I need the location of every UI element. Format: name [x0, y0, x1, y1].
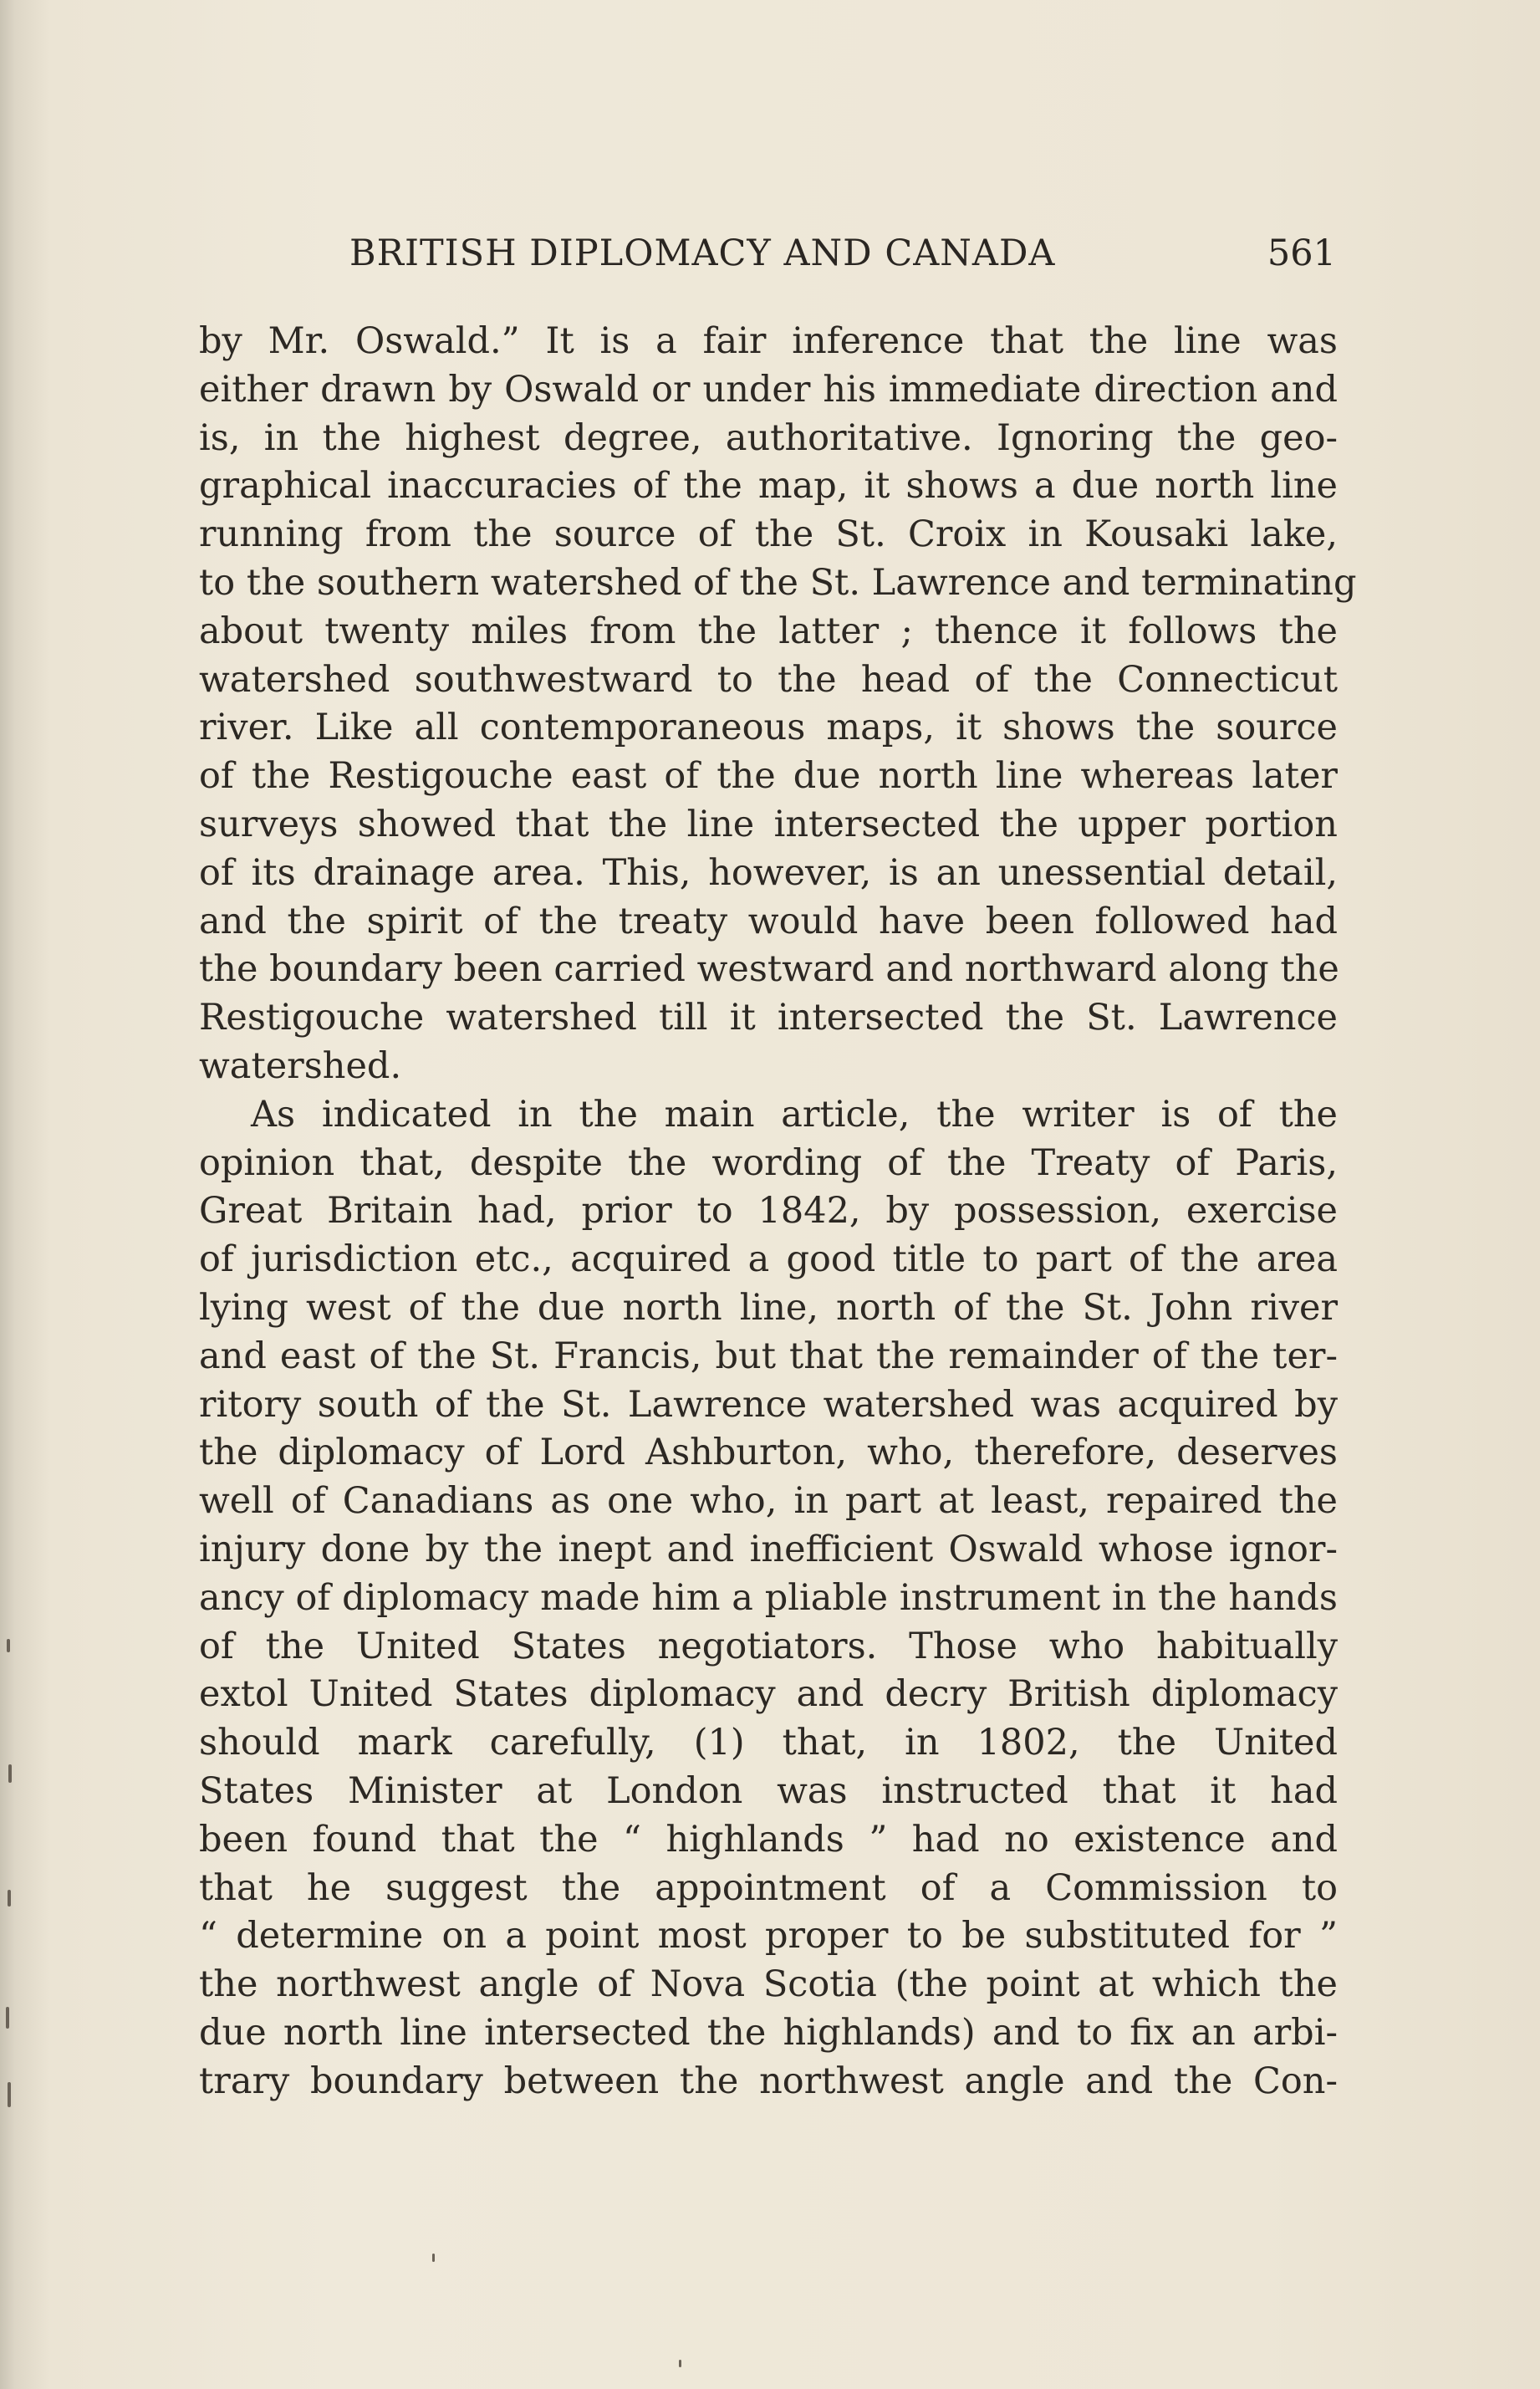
paper-speck [8, 1764, 12, 1783]
text-line: Restigouche watershed till it intersected the St. Lawrence [199, 997, 1338, 1039]
text-line: surveys showed that the line intersected the upper portion [199, 803, 1338, 845]
text-line: due north line intersected the highlands) and to fix an arbi- [199, 2011, 1338, 2054]
body-text [199, 318, 1357, 2106]
text-line: extol United States diplomacy and decry British diplomacy [199, 1673, 1338, 1716]
text-line: watershed southwestward to the head of the Connecticut [199, 658, 1338, 701]
text-line: should mark carefully, (1) that, in 1802, the United [199, 1722, 1338, 1764]
text-line: of jurisdiction etc., acquired a good title to part of the area [199, 1238, 1338, 1281]
text-line: ancy of diplomacy made him a pliable instrument in the hands [199, 1576, 1338, 1619]
text-line: been found that the “ highlands ” had no existence and [199, 1818, 1338, 1861]
text-line: about twenty miles from the latter ; thence it follows the [199, 610, 1338, 652]
text-line: by Mr. Oswald.” It is a fair inference that the line was [199, 320, 1338, 362]
text-line: well of Canadians as one who, in part at least, repaired the [199, 1480, 1338, 1523]
text-line: lying west of the due north line, north of the St. John river [199, 1286, 1338, 1329]
text-line: trary boundary between the northwest angle and the Con- [199, 2060, 1338, 2102]
text-line: opinion that, despite the wording of the Treaty of Paris, [199, 1141, 1338, 1184]
text-line: States Minister at London was instructed that it had [199, 1769, 1338, 1812]
text-line: the diplomacy of Lord Ashburton, who, therefore, deserves [199, 1432, 1338, 1474]
paper-speck [432, 2254, 435, 2262]
text-line: graphical inaccuracies of the map, it shows a due north line [199, 465, 1338, 508]
page-number: 561 [1267, 232, 1336, 274]
text-line: of the United States negotiators. Those who habitually [199, 1625, 1338, 1667]
text-line: ritory south of the St. Lawrence watershed was acquired by [199, 1383, 1338, 1426]
text-line: of its drainage area. This, however, is an unessential detail, [199, 851, 1338, 894]
paper-speck [8, 1890, 11, 1907]
text-line: watershed. [199, 1044, 402, 1087]
paper-speck [7, 1639, 10, 1652]
page-header [199, 232, 1336, 291]
text-line: Great Britain had, prior to 1842, by possession, exercise [199, 1190, 1338, 1233]
text-line: “ determine on a point most proper to be substituted for ” [199, 1915, 1338, 1958]
paper-speck [8, 2082, 11, 2107]
text-line: that he suggest the appointment of a Commission to [199, 1866, 1338, 1909]
paper-speck [6, 2007, 9, 2029]
text-line: either drawn by Oswald or under his immediate direction and [199, 368, 1338, 411]
text-line: and east of the St. Francis, but that the remainder of the ter- [199, 1335, 1338, 1377]
text-line: of the Restigouche east of the due north line whereas later [199, 755, 1338, 798]
paper-speck [679, 2360, 681, 2367]
text-line: As indicated in the main article, the writer is of the [251, 1093, 1338, 1136]
text-line: the boundary been carried westward and northward along the [199, 948, 1339, 991]
text-line: to the southern watershed of the St. Lawrence and terminating [199, 561, 1357, 604]
running-title: BRITISH DIPLOMACY AND CANADA [349, 232, 1056, 274]
text-line: injury done by the inept and inefficient Oswald whose ignor- [199, 1528, 1338, 1570]
text-line: is, in the highest degree, authoritative. Ignoring the geo- [199, 416, 1338, 459]
text-line: river. Like all contemporaneous maps, it shows the source [199, 707, 1338, 749]
text-line: running from the source of the St. Croix in Kousaki lake, [199, 513, 1338, 556]
text-line: and the spirit of the treaty would have been followed had [199, 900, 1338, 942]
text-line: the northwest angle of Nova Scotia (the point at which the [199, 1963, 1338, 2006]
